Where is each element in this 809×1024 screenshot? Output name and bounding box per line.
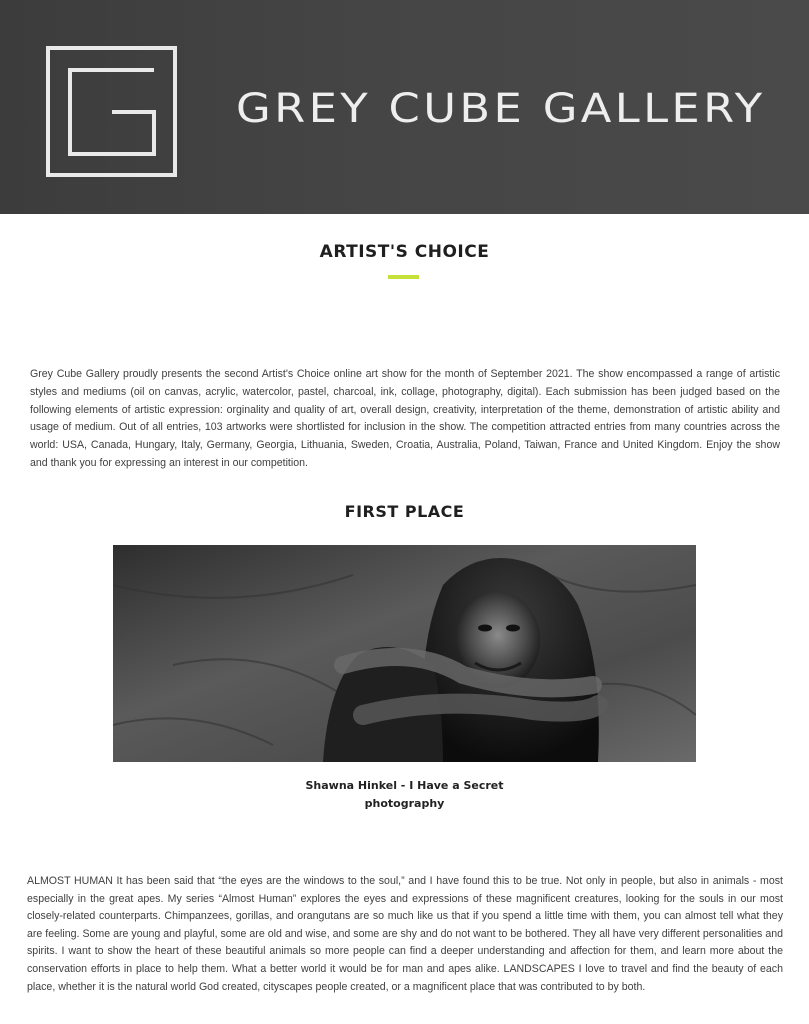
title-accent-bar <box>388 275 419 279</box>
header-banner <box>0 0 809 214</box>
orangutan-photo[interactable] <box>113 545 696 762</box>
artist-statement: ALMOST HUMAN It has been said that “the eyes are the windows to the soul,” and I have found this to be true. Not only in people, but also in animals - most especially in the great apes. My series “Almost Human” explores the eyes and expressions of these magnificent creatures, looking for the souls in our most closely-related counterparts. Chimpanzees, gorillas, and orangutans are so much like us that if you spend a little time with them, you can almost tell what they are feeling. Some are young and playful, some are old and wise, and some are shy and do not want to be bothered. They all have very different personalities and spirits. I want to show the heart of these beautiful animals so more people can find a deeper understanding and affection for them, and learn more about the conservation efforts in place to help them. What a better world it would be for man and apes alike. LANDSCAPES I love to travel and find the beauty of each place, whether it is the natural world God created, cityscapes people created, or a magnificent place that was contributed to by both. <box>27 875 783 993</box>
first-place-heading: FIRST PLACE <box>344 502 465 521</box>
g-square-logo-icon[interactable] <box>46 46 177 177</box>
page-title: ARTIST'S CHOICE <box>319 242 490 262</box>
intro-paragraph: Grey Cube Gallery proudly presents the second Artist's Choice online art show for the month of September 2021. The show encompassed a range of artistic styles and mediums (oil on canvas, acrylic, watercolor, pastel, charcoal, ink, collage, photography, digital). Each submission has been judged based on the following elements of artistic expression: orginality and quality of art, overall design, creativity, interpretation of the theme, demonstration of artistic ability and usage of medium. Out of all entries, 103 artworks were shortlisted for inclusion in the show. The competition attracted entries from many countries across the world: USA, Canada, Hungary, Italy, Germany, Georgia, Lithuania, Sweden, Croatia, Australia, Poland, Taiwan, France and United Kingdom. Enjoy the show and thank you for expressing an interest in our competition. <box>30 368 780 469</box>
artwork-medium: photography <box>364 797 445 810</box>
site-title[interactable]: GREY CUBE GALLERY <box>236 86 766 132</box>
artwork-title: Shawna Hinkel - I Have a Secret <box>305 779 504 792</box>
